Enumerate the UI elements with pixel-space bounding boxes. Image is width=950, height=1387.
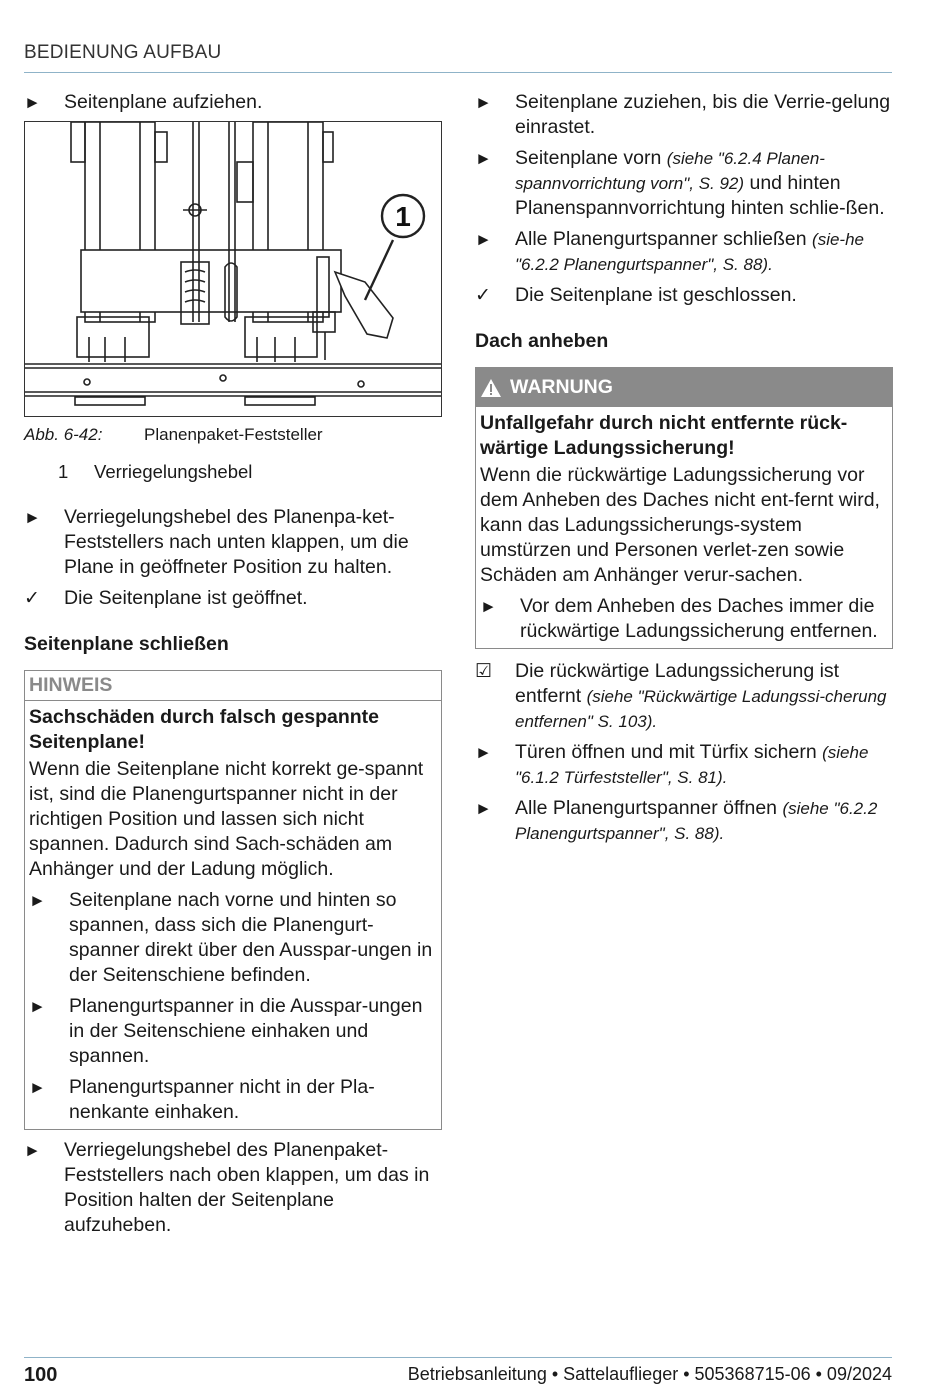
step-open-tarp: ► Seitenplane aufziehen. xyxy=(24,91,263,113)
arrow-marker: ► xyxy=(475,93,492,112)
check-icon: ✓ xyxy=(24,588,40,609)
step-lever-up: ► Verriegelungshebel des Planenpaket-Feststellers nach oben klappen, um das in Position halten der Seitenplane aufzuheben. xyxy=(24,1139,430,1236)
precondition: ☑ Die rückwärtige Ladungssicherung ist entfernt (siehe "Rückwärtige Ladungssi-cherung entfernen" S. 103). xyxy=(475,660,887,731)
page-footer xyxy=(24,1357,892,1386)
checkbox-icon: ☑ xyxy=(475,661,493,682)
step-lever-down: ► Verriegelungshebel des Planenpa-ket-Feststellers nach unten klappen, um die Plane in geöffneter Position zu halten. xyxy=(24,506,409,578)
figure-legend: 1 Verriegelungshebel xyxy=(58,461,253,482)
result-tarp-open: ✓ Die Seitenplane ist geöffnet. xyxy=(24,587,308,609)
page-header xyxy=(24,42,892,73)
right-column xyxy=(475,90,893,852)
arrow-marker: ► xyxy=(480,597,497,616)
arrow-marker: ► xyxy=(475,799,492,818)
arrow-marker: ► xyxy=(475,149,492,168)
warning-header xyxy=(476,368,892,407)
warning-triangle-icon xyxy=(480,378,502,398)
heading-close-tarp: Seitenplane schließen xyxy=(24,633,229,655)
arrow-marker: ► xyxy=(24,1141,41,1160)
cross-reference: (siehe "Rückwärtige Ladungssi-cherung entfernen" S. 103). xyxy=(515,687,887,731)
step-close-tensioners: ► Seitenplane vorn (siehe "6.2.4 Planen-spannvorrichtung vorn", S. 92) und hinten Planenspannvorrichtung hinten schlie-ßen. xyxy=(475,147,885,219)
arrow-marker: ► xyxy=(29,997,46,1016)
check-icon: ✓ xyxy=(475,285,491,306)
document-info: Betriebsanleitung • Sattelauflieger • 505368715-06 • 09/2024 xyxy=(407,1364,892,1384)
warning-text: Wenn die rückwärtige Ladungssicherung vor dem Anheben des Daches nicht ent-fernt wird, kann das Ladungssicherungs-system umstürzen und Personen verlet-zen sowie Schäden am Anhänger verur-sachen. xyxy=(480,464,880,586)
figure-caption: Abb. 6-42: Planenpaket-Feststeller xyxy=(24,425,323,444)
cross-reference: (siehe "6.1.2 Türfeststeller", S. 81). xyxy=(515,743,869,787)
cross-reference: (siehe "6.2.4 Planen-spannvorrichtung vorn", S. 92) xyxy=(515,149,825,193)
warning-box xyxy=(475,367,893,649)
arrow-marker: ► xyxy=(24,93,41,112)
arrow-marker: ► xyxy=(29,891,46,910)
cross-reference: (sie-he "6.2.2 Planengurtspanner", S. 88). xyxy=(515,230,864,274)
page-number: 100 xyxy=(24,1364,58,1386)
technical-illustration xyxy=(25,122,441,416)
warning-step: ► Vor dem Anheben des Daches immer die rückwärtige Ladungssicherung entfernen. xyxy=(480,595,878,642)
callout-number: 1 xyxy=(395,201,411,232)
step-open-straps: ► Alle Planengurtspanner öffnen (siehe "6.2.2 Planengurtspanner", S. 88). xyxy=(475,797,878,843)
warning-label: WARNUNG xyxy=(510,376,613,398)
notice-step: ► Planengurtspanner nicht in der Pla-nenkante einhaken. xyxy=(29,1076,375,1123)
section-title: BEDIENUNG AUFBAU xyxy=(24,42,222,63)
cross-reference: (siehe "6.2.2 Planengurtspanner", S. 88). xyxy=(515,799,878,843)
step-open-doors: ► Türen öffnen und mit Türfix sichern (siehe "6.1.2 Türfeststeller", S. 81). xyxy=(475,741,869,787)
step-pull-tarp: ► Seitenplane zuziehen, bis die Verrie-gelung einrastet. xyxy=(475,91,891,138)
notice-text: Wenn die Seitenplane nicht korrekt ge-spannt ist, sind die Planengurtspanner nicht in der richtigen Position und lassen sich nicht spannen. Dadurch sind Sach-schäden am Anhänger und der Ladung möglich. xyxy=(29,758,424,880)
notice-step: ► Seitenplane nach vorne und hinten so spannen, dass sich die Planengurt-spanner direkt über den Ausspar-ungen in der Seitenschiene befinden. xyxy=(29,889,433,986)
heading-raise-roof: Dach anheben xyxy=(475,330,609,352)
arrow-marker: ► xyxy=(475,743,492,762)
figure-tarp-locker xyxy=(24,121,442,417)
warning-title: Unfallgefahr durch nicht entfernte rück-wärtige Ladungssicherung! xyxy=(480,412,848,459)
notice-label: HINWEIS xyxy=(25,671,441,701)
notice-box xyxy=(24,670,442,1130)
step-close-straps: ► Alle Planengurtspanner schließen (sie-he "6.2.2 Planengurtspanner", S. 88). xyxy=(475,228,864,274)
arrow-marker: ► xyxy=(475,230,492,249)
notice-title: Sachschäden durch falsch gespannte Seitenplane! xyxy=(29,706,380,753)
arrow-marker: ► xyxy=(24,508,41,527)
left-column xyxy=(24,90,442,1244)
result-tarp-closed: ✓ Die Seitenplane ist geschlossen. xyxy=(475,284,797,306)
arrow-marker: ► xyxy=(29,1078,46,1097)
notice-step: ► Planengurtspanner in die Ausspar-ungen in der Seitenschiene einhaken und spannen. xyxy=(29,995,423,1067)
